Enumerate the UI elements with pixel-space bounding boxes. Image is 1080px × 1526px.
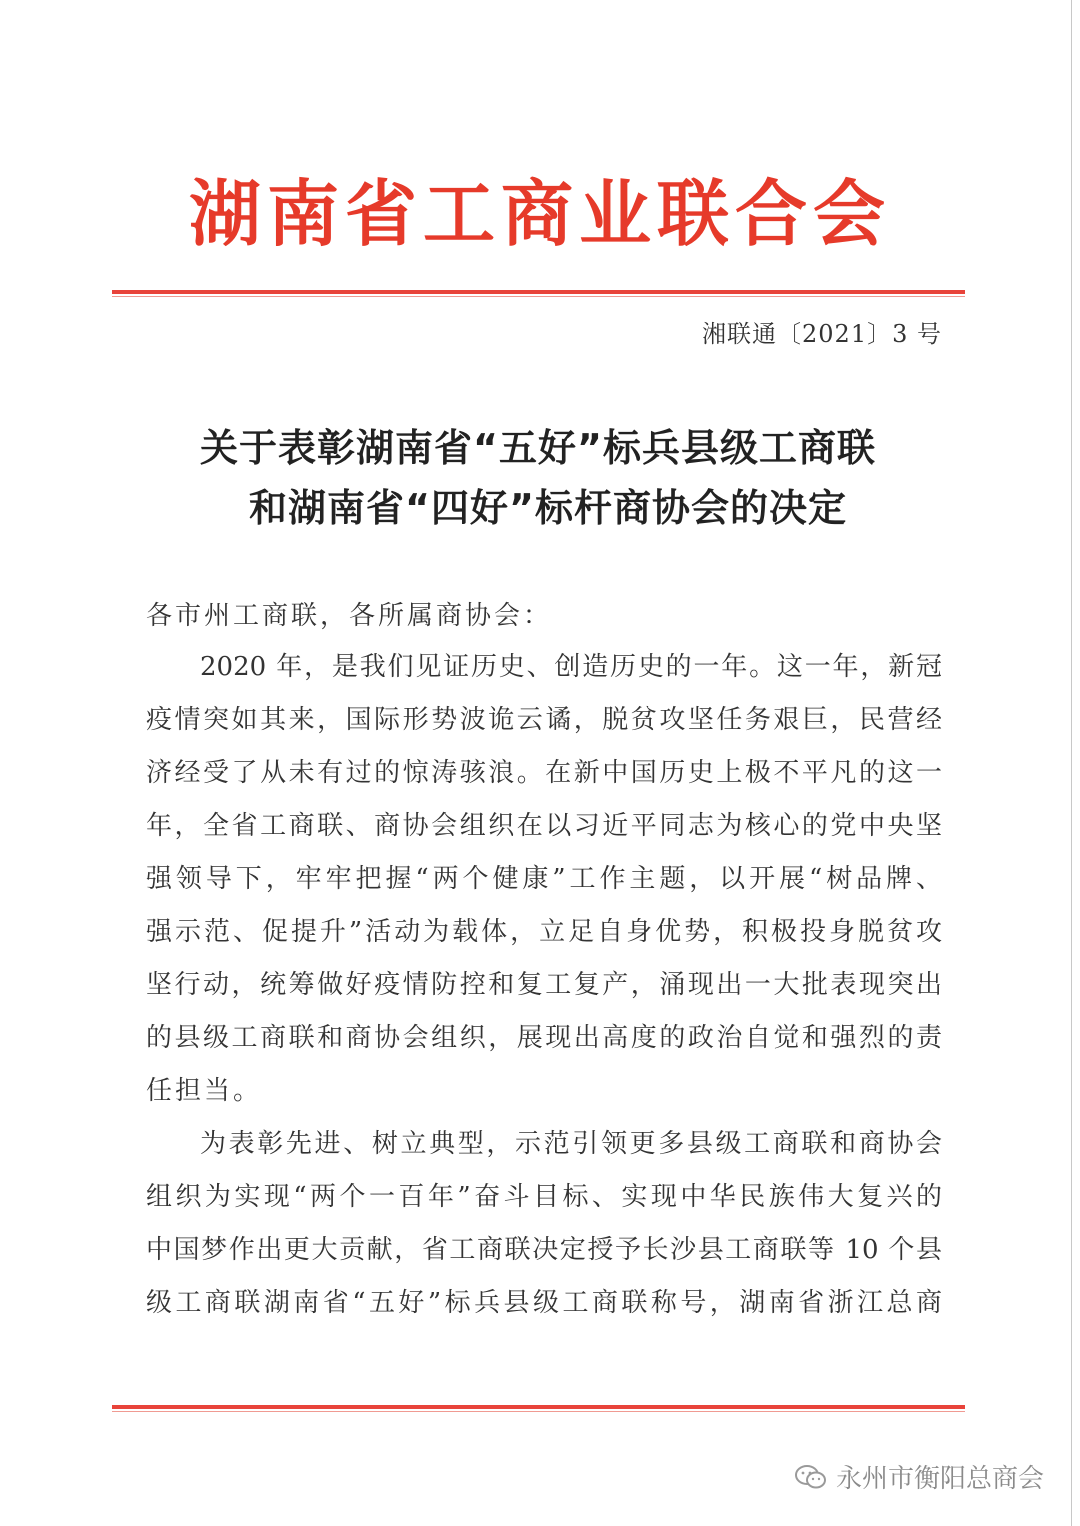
document-number: 湘联通〔2021〕3 号 (702, 320, 942, 348)
wechat-icon (794, 1464, 828, 1490)
watermark-text: 永州市衡阳总商会 (835, 1464, 1044, 1494)
body-line: 2020 年，是我们见证历史、创造历史的一年。这一年，新冠 (200, 652, 942, 682)
document-title-line-1: 关于表彰湖南省“五好”标兵县级工商联 (200, 426, 876, 470)
body-line: 年，全省工商联、商协会组织在以习近平同志为核心的党中央坚 (146, 811, 942, 841)
masthead-red-rule (112, 290, 965, 294)
body-line: 疫情突如其来，国际形势波诡云谲，脱贫攻坚任务艰巨，民营经 (146, 705, 942, 735)
body-line: 坚行动，统筹做好疫情防控和复工复产，涌现出一大批表现突出 (146, 970, 942, 1000)
footer-red-rule (112, 1405, 965, 1409)
masthead-org-name: 湖南省工商业联合会 (188, 172, 891, 256)
body-line: 的县级工商联和商协会组织，展现出高度的政治自觉和强烈的责 (146, 1023, 942, 1053)
body-line: 为表彰先进、树立典型，示范引领更多县级工商联和商协会 (200, 1129, 942, 1159)
salutation: 各市州工商联，各所属商协会： (146, 601, 553, 631)
body-line: 强示范、促提升”活动为载体，立足自身优势，积极投身脱贫攻 (146, 917, 942, 947)
wechat-watermark (794, 1458, 1044, 1495)
body-line: 任担当。 (146, 1076, 263, 1106)
body-line: 组织为实现“两个一百年”奋斗目标、实现中华民族伟大复兴的 (146, 1182, 942, 1212)
body-line: 济经受了从未有过的惊涛骇浪。在新中国历史上极不平凡的这一 (146, 758, 942, 788)
document-title-line-2: 和湖南省“四好”标杆商协会的决定 (249, 486, 847, 530)
body-line: 中国梦作出更大贡献，省工商联决定授予长沙县工商联等 10 个县 (146, 1235, 942, 1265)
body-line: 强领导下，牢牢把握“两个健康”工作主题，以开展“树品牌、 (146, 864, 942, 894)
body-line: 级工商联湖南省“五好”标兵县级工商联称号，湖南省浙江总商 (146, 1288, 942, 1318)
